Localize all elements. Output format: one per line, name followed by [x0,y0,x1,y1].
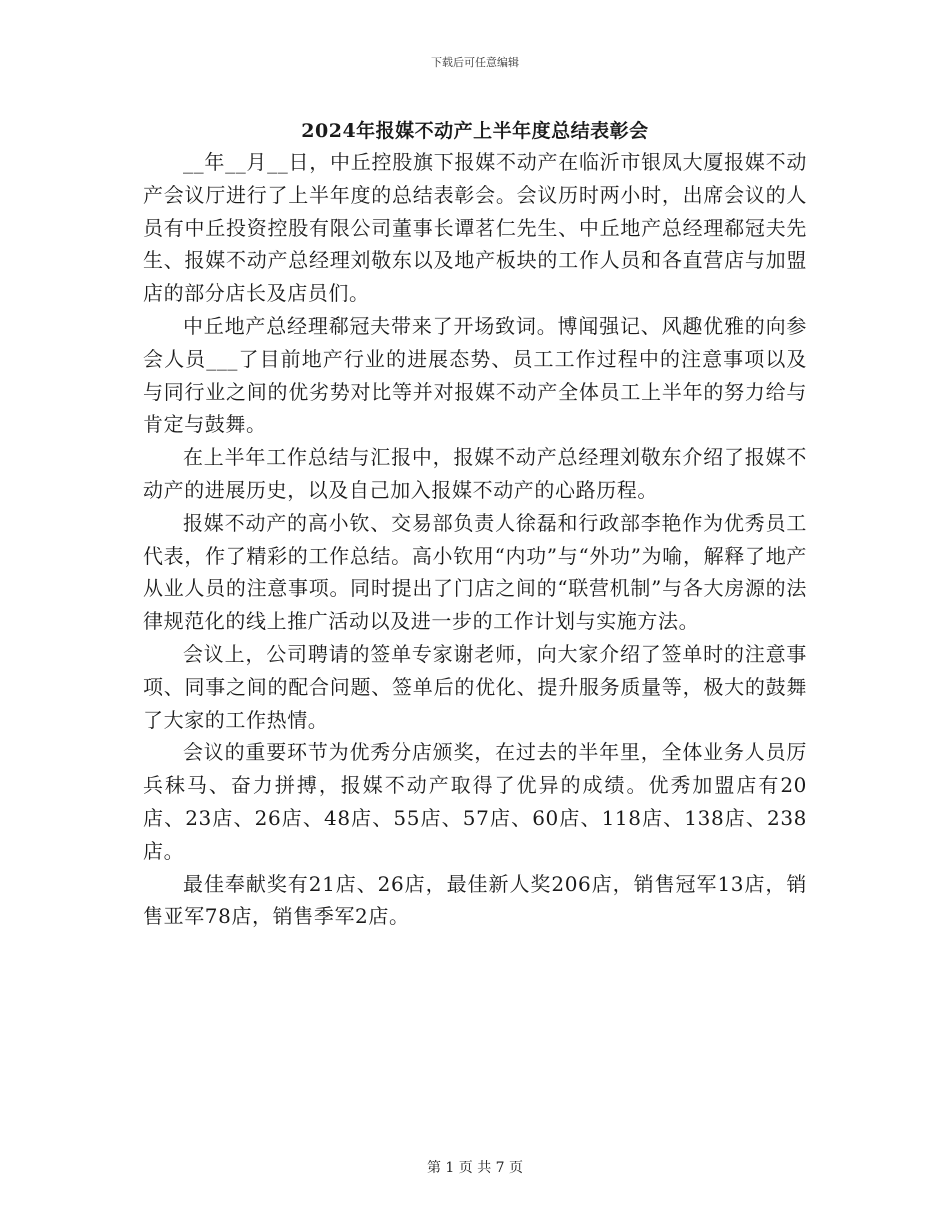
paragraph-work-report: 在上半年工作总结与汇报中，报媒不动产总经理刘敬东介绍了报媒不动产的进展历史，以及自己加入报媒不动产的心路历程。 [143,445,807,502]
paragraph-branch-awards: 会议的重要环节为优秀分店颁奖，在过去的半年里，全体业务人员厉兵秣马、奋力拼搏，报媒不动产取得了优异的成绩。优秀加盟店有20店、23店、26店、48店、55店、57店、60店、118店、138店、238店。 [143,740,807,863]
paragraph-employee-summary: 报媒不动产的高小钦、交易部负责人徐磊和行政部李艳作为优秀员工代表，作了精彩的工作总结。高小钦用“内功”与“外功”为喻，解释了地产从业人员的注意事项。同时提出了门店之间的“联营机制”与各大房源的法律规范化的线上推广活动以及进一步的工作计划与实施方法。 [143,510,807,634]
paragraph-opening-speech: 中丘地产总经理郗冠夫带来了开场致词。博闻强记、风趣优雅的向参会人员___了目前地产行业的进展态势、员工工作过程中的注意事项以及与同行业之间的优劣势对比等并对报媒不动产全体员工上半年的努力给与肯定与鼓舞。 [143,313,807,437]
document-body [143,146,807,933]
paragraph-expert-talk: 会议上，公司聘请的签单专家谢老师，向大家介绍了签单时的注意事项、同事之间的配合问题、签单后的优化、提升服务质量等，极大的鼓舞了大家的工作热情。 [143,641,807,732]
page-number: 第 1 页 共 7 页 [426,1160,524,1176]
document-title: 2024年报媒不动产上半年度总结表彰会 [301,120,649,142]
header-note: 下载后可任意编辑 [431,56,519,69]
paragraph-meeting-intro: __年__月__日，中丘控股旗下报媒不动产在临沂市银凤大厦报媒不动产会议厅进行了上半年度的总结表彰会。会议历时两小时，出席会议的人员有中丘投资控股有限公司董事长谭茗仁先生、中丘地产总经理郗冠夫先生、报媒不动产总经理刘敬东以及地产板块的工作人员和各直营店与加盟店的部分店长及店员们。 [143,150,807,306]
paragraph-special-awards: 最佳奉献奖有21店、26店，最佳新人奖206店，销售冠军13店，销售亚军78店，销售季军2店。 [143,871,807,929]
